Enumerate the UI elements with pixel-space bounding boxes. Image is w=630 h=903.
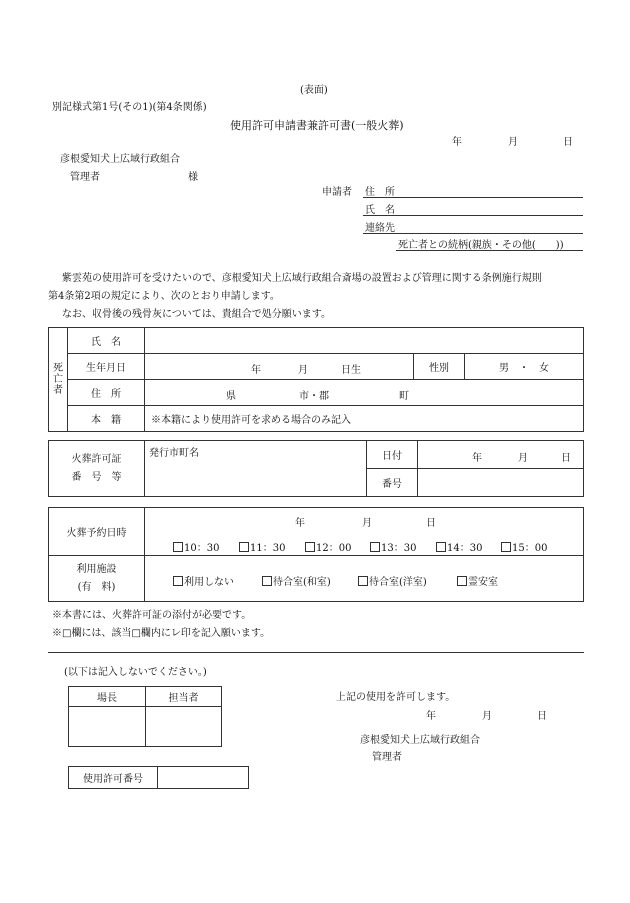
approval-manager: 管理者 (372, 752, 402, 763)
birth-day-label: 日生 (341, 365, 361, 376)
checkbox-icon (457, 576, 467, 586)
honseki-label: 本 籍 (68, 406, 145, 432)
deceased-name-label: 氏 名 (68, 328, 145, 354)
address-city-label: 市・郡 (299, 391, 329, 402)
checkbox-icon (436, 542, 446, 552)
time-option-1200[interactable]: 12：00 (305, 539, 351, 554)
permit-number-field[interactable] (418, 469, 584, 497)
deceased-birth-field[interactable] (145, 354, 414, 380)
approval-day[interactable]: 日 (537, 711, 547, 722)
address-pref-label: 県 (226, 391, 236, 402)
date-month[interactable]: 月 (508, 137, 518, 148)
honseki-field[interactable] (145, 406, 584, 432)
applicant-name-field[interactable] (363, 215, 583, 216)
facility-label: 利用施設 (有 料) (49, 556, 145, 602)
note-1: ※本書には、火葬許可証の添付が必要です。 (52, 610, 252, 621)
time-option-1130[interactable]: 11：30 (239, 539, 285, 554)
applicant-contact-label: 連絡先 (365, 223, 395, 234)
facility-option-western-room[interactable]: 待合室(洋室) (358, 573, 427, 588)
staff-label: 担当者 (146, 687, 222, 707)
sama-label: 様 (188, 172, 198, 183)
time-option-1430[interactable]: 14：30 (436, 539, 482, 554)
deceased-header: 死亡者 (49, 328, 68, 432)
permit-date-field[interactable] (418, 441, 584, 469)
applicant-contact-field[interactable] (363, 233, 583, 234)
permit-date-label: 日付 (367, 441, 418, 469)
date-year[interactable]: 年 (452, 137, 462, 148)
checkbox-icon (173, 542, 183, 552)
chief-label: 場長 (69, 687, 146, 707)
body-text-line-3: なお、収骨後の残骨灰については、貴組合で処分願います。 (62, 309, 331, 320)
org-name: 彦根愛知犬上広域行政組合 (60, 154, 180, 165)
deceased-name-field[interactable] (145, 328, 584, 354)
reservation-label: 火葬予約日時 (49, 508, 145, 556)
checkbox-icon (239, 542, 249, 552)
applicant-relation-label: 死亡者との続柄(親族・その他( )) (398, 240, 564, 251)
birth-year-label: 年 (251, 365, 261, 376)
manager-label: 管理者 (70, 172, 100, 183)
deceased-birth-label: 生年月日 (68, 354, 145, 380)
form-number: 別記様式第1号(その1)(第4条関係) (52, 102, 207, 113)
checkbox-icon (173, 576, 183, 586)
deceased-table (48, 327, 584, 432)
facility-option-none[interactable]: 利用しない (173, 573, 234, 588)
deceased-address-field[interactable] (145, 380, 584, 406)
reservation-table (48, 507, 584, 602)
permit-number-table (68, 766, 249, 789)
address-town-label: 町 (399, 391, 409, 402)
permit-label: 火葬許可証 番 号 等 (49, 441, 145, 497)
checkbox-icon (370, 542, 380, 552)
reservation-field[interactable] (145, 508, 584, 556)
approval-year[interactable]: 年 (426, 711, 436, 722)
divider (48, 652, 584, 653)
page-title: 使用許可申請書兼許可書(一般火葬) (230, 119, 404, 132)
permit-issuer-label: 発行市町名 (149, 448, 199, 459)
approval-text: 上記の使用を許可します。 (336, 692, 456, 703)
approval-org: 彦根愛知犬上広域行政組合 (360, 735, 480, 746)
time-option-1030[interactable]: 10：30 (173, 539, 219, 554)
birth-month-label: 月 (298, 365, 308, 376)
reservation-month: 月 (362, 518, 372, 529)
time-option-1500[interactable]: 15：00 (501, 539, 547, 554)
body-text-line-2: 第4条第2項の規定により、次のとおり申請します。 (48, 291, 280, 302)
applicant-relation-field[interactable] (396, 250, 583, 251)
note-2: ※□欄には、該当□欄内にレ印を記入願います。 (52, 628, 271, 639)
office-use-note: (以下は記入しないでください。) (64, 667, 207, 678)
permit-table (48, 440, 584, 497)
reservation-year: 年 (295, 518, 305, 529)
gender-label: 性別 (414, 354, 465, 380)
facility-option-mortuary[interactable]: 霊安室 (457, 573, 498, 588)
gender-options[interactable]: 男 ・ 女 (465, 354, 584, 380)
permit-date-day: 日 (561, 453, 571, 464)
reservation-day: 日 (426, 518, 436, 529)
permit-number-label-cell: 使用許可番号 (69, 767, 158, 789)
applicant-address-field[interactable] (363, 197, 583, 198)
permit-date-year: 年 (472, 453, 482, 464)
chief-stamp-field[interactable] (69, 707, 146, 747)
date-day[interactable]: 日 (563, 137, 573, 148)
permit-date-month: 月 (518, 453, 528, 464)
office-stamp-table (68, 686, 222, 747)
facility-option-japanese-room[interactable]: 待合室(和室) (262, 573, 331, 588)
applicant-name-label: 氏 名 (365, 205, 395, 216)
permit-number-value-field[interactable] (158, 767, 249, 789)
approval-month[interactable]: 月 (482, 711, 492, 722)
permit-issuer-field[interactable] (145, 441, 367, 497)
checkbox-icon (262, 576, 272, 586)
checkbox-icon (501, 542, 511, 552)
side-label: (表面) (300, 85, 328, 96)
permit-number-label: 番号 (367, 469, 418, 497)
honseki-note: ※本籍により使用許可を求める場合のみ記入 (151, 415, 351, 426)
deceased-address-label: 住 所 (68, 380, 145, 406)
facility-field[interactable] (145, 556, 584, 602)
body-text-line-1: 紫雲苑の使用許可を受けたいので、彦根愛知犬上広域行政組合斎場の設置および管理に関する条例施行規則 (62, 273, 542, 284)
time-option-1330[interactable]: 13：30 (370, 539, 416, 554)
checkbox-icon (305, 542, 315, 552)
applicant-address-label: 住 所 (365, 187, 395, 198)
applicant-label: 申請者 (322, 187, 352, 198)
checkbox-icon (358, 576, 368, 586)
staff-stamp-field[interactable] (146, 707, 222, 747)
